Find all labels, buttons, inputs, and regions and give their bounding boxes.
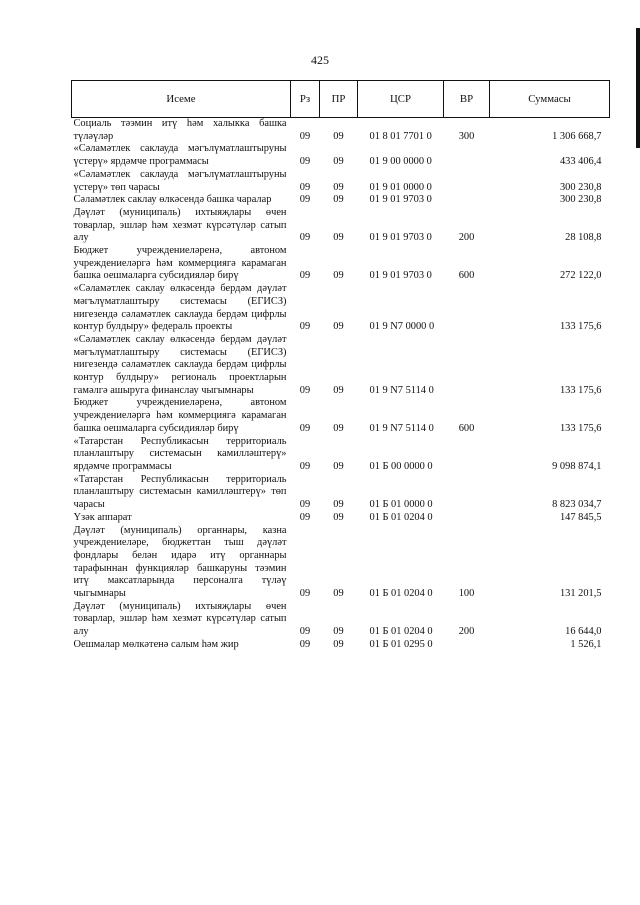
row-pr: 09 — [333, 232, 344, 244]
row-csr: 01 9 N7 0000 0 — [369, 321, 435, 333]
row-vr: 200 — [458, 626, 475, 638]
row-name: Үзәк аппарат — [73, 511, 132, 523]
row-sum: 131 201,5 — [559, 588, 602, 600]
row-sum: 133 175,6 — [559, 321, 602, 333]
table-row — [72, 245, 610, 283]
row-rz: 09 — [299, 232, 311, 244]
header-sum: Суммасы — [490, 81, 610, 118]
row-csr: 01 Б 01 0204 0 — [369, 626, 433, 638]
row-rz: 09 — [299, 460, 311, 472]
page-number: 425 — [311, 53, 329, 67]
row-pr: 09 — [333, 499, 344, 511]
row-vr — [444, 194, 490, 207]
row-pr: 09 — [333, 626, 344, 638]
table-row — [72, 601, 610, 639]
table-row — [72, 474, 610, 512]
row-name: Дәүләт (муниципаль) органнары, казна учреждениеләре, бюджеттан тыш дәүләт фондлары белән идарә итү органнары тарафыннан функцияләр башкаруны тәэмин итү максатларында персоналга түләү чыгымнары — [73, 524, 287, 600]
table-row — [72, 436, 610, 474]
table-row — [72, 169, 610, 194]
row-rz: 09 — [299, 422, 311, 434]
row-vr — [444, 639, 490, 652]
row-name: Сәламәтлек саклау өлкәсендә башка чаралар — [73, 194, 272, 206]
row-rz: 09 — [299, 511, 311, 523]
table-row — [72, 283, 610, 334]
row-name: Бюджет учреждениеләренә, автоном учреждениеләргә һәм коммерциягә карамаган башка оешмаларга субсидияләр бирү — [73, 245, 287, 282]
table-row — [72, 397, 610, 435]
row-csr: 01 9 01 9703 0 — [369, 232, 432, 244]
row-vr — [444, 436, 490, 474]
table-row — [72, 194, 610, 207]
row-csr: 01 9 00 0000 0 — [369, 156, 432, 168]
row-pr: 09 — [333, 130, 344, 142]
row-vr — [444, 512, 490, 525]
row-pr: 09 — [333, 638, 344, 650]
header-csr: ЦСР — [358, 81, 444, 118]
row-csr: 01 Б 01 0295 0 — [369, 638, 433, 650]
row-sum: 9 098 874,1 — [552, 460, 602, 472]
header-rz: Рз — [291, 81, 320, 118]
row-sum: 1 526,1 — [570, 638, 602, 650]
row-csr: 01 Б 00 0000 0 — [369, 460, 433, 472]
row-vr — [444, 169, 490, 194]
scan-edge-mark — [636, 28, 640, 148]
row-pr: 09 — [333, 181, 344, 193]
row-sum: 1 306 668,7 — [552, 130, 602, 142]
budget-table — [71, 80, 610, 652]
row-vr: 300 — [458, 130, 475, 142]
row-sum: 300 230,8 — [559, 181, 602, 193]
table-row — [72, 207, 610, 245]
row-vr: 200 — [458, 232, 475, 244]
row-vr: 600 — [458, 270, 475, 282]
row-csr: 01 9 01 9703 0 — [369, 194, 432, 206]
row-rz: 09 — [299, 588, 311, 600]
row-pr: 09 — [333, 270, 344, 282]
row-sum: 8 823 034,7 — [552, 499, 602, 511]
row-name: «Сәламәтлек саклауда мәгълүматлаштыруны үстерү» ярдәмче программасы — [73, 143, 287, 168]
row-csr: 01 Б 01 0000 0 — [369, 499, 433, 511]
table-row — [72, 512, 610, 525]
row-sum: 28 108,8 — [565, 232, 602, 244]
row-name: Дәүләт (муниципаль) ихтыяҗлары өчен товарлар, эшләр һәм хезмәт күрсәтүләр сатып алу — [73, 600, 287, 638]
row-sum: 433 406,4 — [559, 156, 602, 168]
row-rz: 09 — [299, 638, 311, 650]
row-pr: 09 — [333, 194, 344, 206]
table-row — [72, 118, 610, 144]
row-name: Социаль тәэмин итү һәм халыкка башка түләүләр — [73, 118, 287, 142]
row-sum: 16 644,0 — [565, 626, 602, 638]
row-name: «Сәламәтлек саклауда мәгълүматлаштыруны үстерү» төп чарасы — [73, 168, 287, 193]
header-name: Исеме — [72, 81, 291, 118]
row-pr: 09 — [333, 460, 344, 472]
row-vr: 600 — [458, 422, 475, 434]
header-vr: ВР — [444, 81, 490, 118]
row-pr: 09 — [333, 422, 344, 434]
row-pr: 09 — [333, 321, 344, 333]
row-pr: 09 — [333, 384, 344, 396]
row-name: «Татарстан Республикасын территориаль планлаштыру системасын камилләштерү» төп чарасы — [73, 473, 287, 511]
row-vr — [444, 143, 490, 168]
row-rz: 09 — [299, 181, 311, 193]
row-sum: 147 845,5 — [559, 511, 602, 523]
row-csr: 01 9 01 0000 0 — [369, 181, 432, 193]
row-pr: 09 — [333, 156, 344, 168]
row-vr: 100 — [458, 588, 475, 600]
table-row — [72, 143, 610, 168]
row-name: Бюджет учреждениеләренә, автоном учреждениеләргә һәм коммерциягә карамаган башка оешмаларга субсидияләр бирү — [73, 397, 287, 434]
row-name: Дәүләт (муниципаль) ихтыяҗлары өчен товарлар, эшләр һәм хезмәт күрсәтүләр сатып алу — [73, 206, 287, 244]
row-vr — [444, 334, 490, 398]
row-name: «Татарстан Республикасын территориаль планлаштыру системасын камилләштерү» ярдәмче программасы — [73, 435, 287, 472]
table-row — [72, 334, 610, 398]
row-rz: 09 — [299, 194, 311, 206]
table-row — [72, 525, 610, 601]
row-sum: 300 230,8 — [559, 194, 602, 206]
row-rz: 09 — [299, 384, 311, 396]
row-name: Оешмалар мөлкәтенә салым һәм жир — [73, 638, 239, 650]
row-rz: 09 — [299, 499, 311, 511]
row-pr: 09 — [333, 588, 344, 600]
row-vr — [444, 474, 490, 512]
row-rz: 09 — [299, 270, 311, 282]
row-name: «Сәламәтлек саклау өлкәсендә бердәм дәүләт мәгълүматлаштыру системасы (ЕГИСЗ) нигезендә сәламәтлек саклауда бердәм цифрлы контур булдыру» федераль проекты — [73, 283, 287, 333]
row-csr: 01 9 01 9703 0 — [369, 270, 432, 282]
row-name: «Сәламәтлек саклау өлкәсендә бердәм дәүләт мәгълүматлаштыру системасы (ЕГИСЗ) нигезендә сәламәтлек саклауда бердәм цифрлы контур булдыру» региональ проектларын гамәлгә ашыруга финанслау чыгымнары — [73, 333, 287, 396]
row-pr: 09 — [333, 511, 344, 523]
row-csr: 01 Б 01 0204 0 — [369, 511, 433, 523]
row-sum: 133 175,6 — [559, 384, 602, 396]
row-rz: 09 — [299, 321, 311, 333]
table-row — [72, 639, 610, 652]
row-csr: 01 Б 01 0204 0 — [369, 588, 433, 600]
row-rz: 09 — [299, 156, 311, 168]
row-sum: 272 122,0 — [559, 270, 602, 282]
row-csr: 01 8 01 7701 0 — [369, 130, 432, 142]
row-sum: 133 175,6 — [559, 422, 602, 434]
row-csr: 01 9 N7 5114 0 — [369, 384, 434, 396]
header-pr: ПР — [320, 81, 358, 118]
row-rz: 09 — [299, 626, 311, 638]
row-csr: 01 9 N7 5114 0 — [369, 422, 434, 434]
row-vr — [444, 283, 490, 334]
table-header-row — [72, 81, 610, 118]
row-rz: 09 — [299, 130, 311, 142]
